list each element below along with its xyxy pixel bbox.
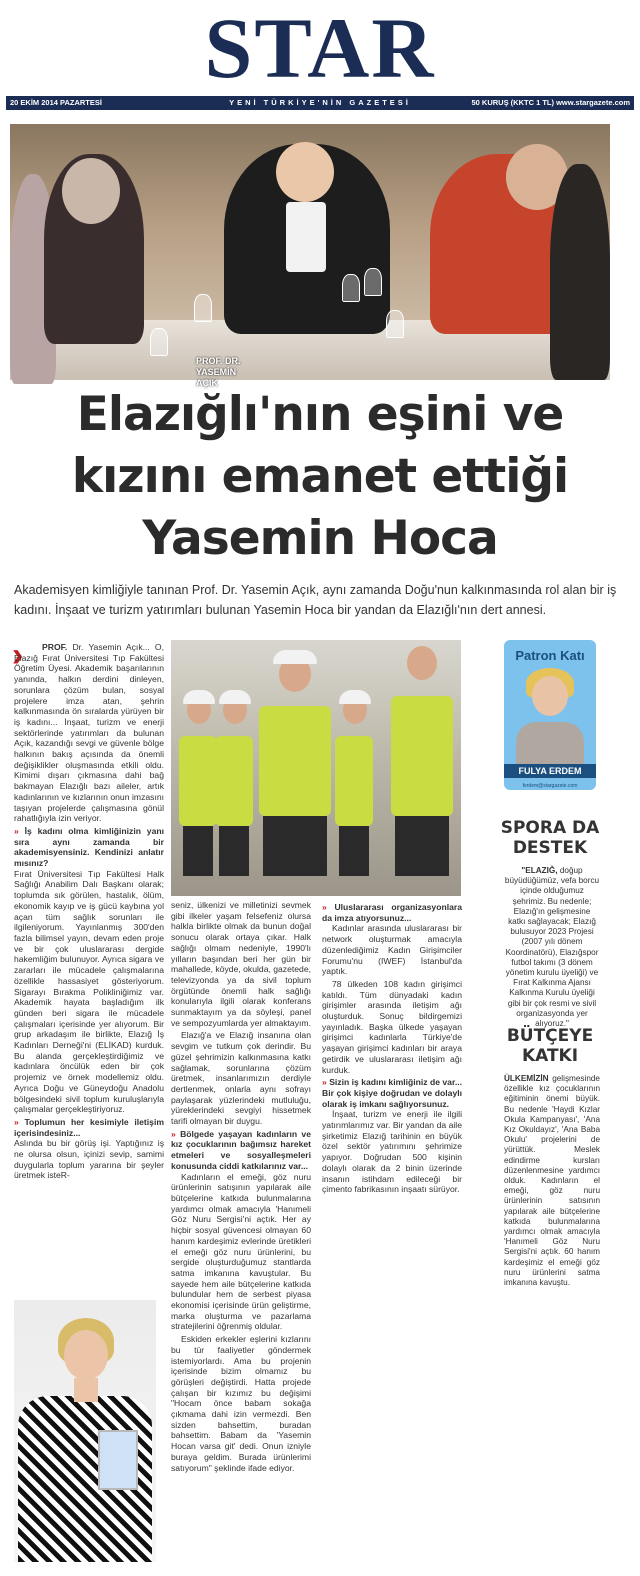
article-headline: Elazığlı'nın eşini ve kızını emanet ettiği Yasemin Hoca (71, 387, 569, 566)
meeting-photo (10, 124, 610, 388)
paragraph: Fırat Üniversitesi Tıp Fakültesi Halk Sağlığı Anabilim Dalı Başkanı olarak; toplumda sık görülen, hastalık, ölüm, ekonomik kayıp ve iş gücü kaybına yol açan tüm sağlık sorunları ile ilgileniyorum. Yayınlanmış 300'den fazla bilimsel yayın, devam eden proje ve bir çok uluslararası dergide hakemliğim bulunuyor. Ayrıca sigara ve zararları ile mücadele çalışmalarına özellikle hassasiyet gösteriyorum. Sigarayı Bırakma Polikliniğimiz var. Akademik hayata başladığım ilk günden beri sigara ile mücadele çalışmaları içerisinde yer alıyorum. Bir grup arkadaşım ile birlikte, Elazığ İş Kadınları Derneği'ni (ELİKAD) kurduk. Bu alanda gerçekleştirdiğimiz ve kadınlara öncülük eden bir çok projemiz ve örnek modellemiz oldu. Ayrıca Doğu ve Güneydoğu Anadolu bölgesindeki sivil toplum kuruluşlarıyla çalışmalar gerçekleştiriyoruz. (14, 868, 164, 1115)
byline-lead: PROF. (42, 642, 68, 652)
caption-line: AÇIK (196, 378, 218, 388)
article-column-3 (322, 900, 462, 1197)
caption-line: PROF. DR. (196, 356, 241, 366)
paragraph: İnşaat, turizm ve enerji ile ilgili yatırımlarımız var. Bir yandan da aile şirketimiz Elazığ tarihinin en büyük özel sektör yatırımını şehrimize yapıyor. Doğrudan 500 kişinin dolaylı olarak da 2 binin üzerinde insanın istihdam edileceği bir çimento fabrikasının inşaatı sürüyor. (322, 1109, 462, 1195)
columnist-body (516, 722, 584, 768)
columnist-email: ferdem@stargazete.com (522, 783, 578, 789)
columnist-face (532, 676, 568, 716)
sidebar-text (504, 1074, 600, 1288)
sidebar-heading: SPORA DA DESTEK (500, 818, 600, 858)
worker-figure (387, 646, 457, 876)
masthead (0, 0, 640, 110)
paragraph: Dr. Yasemin Açık... O, Elazığ Fırat Üniversitesi Tıp Fakültesi Öğretim Üyesi. Akademik başarılarının yanında, halkın derdini dinleyen, sorunlara çözüm bulan, sosyal projelere imza atan, şehrin kalkınmasında ön sıralarda yürüyen bir iş kadını... İnşaat, turizm ve enerji sektörlerinde yatırımları da bulunan Açık, kazandığı sevgi ve güvenle bölge halkının bakış açısında da önemli değişiklikler oluşmasında etkili oldu. Kimimi dışarı çıkmasına dahi bağ bakmayan Elazığlı bazı aileler, artık kadınlarının ve kızlarının onun imzasını taşıyan projelerde çalışmasına gönül rahatlığıyla izin veriyor. (14, 642, 165, 824)
article-column-1 (12, 636, 165, 1183)
center-blouse (286, 202, 326, 272)
article-column-2 (171, 900, 311, 1475)
paragraph: 78 ülkeden 108 kadın girişimci katıldı. Tüm dünyadaki kadın girişimler arasında iletişim ağı oluşturduk. Sonuç bildirgemizi yayınladık. Başka ülkede yaşayan girişimci kadınlarla Türkiye'de yaşayan girişimci kadınları bir araya getirdik ve uluslararası iletişim ağı kurduk. (322, 978, 462, 1075)
interview-question: » Bölgede yaşayan kadınların ve kız çocuklarının bağımsız hareket etmeleri ve sosyalleşmeleri konusunda ciddi katkılarınız var... (171, 1129, 311, 1172)
water-glass (150, 328, 168, 356)
interview-question: » Uluslararası organizasyonlara da imza atıyorsunuz... (322, 902, 462, 923)
sidebar-lead-word: "ELAZIĞ, (521, 866, 558, 875)
worker-figure (255, 656, 335, 876)
portrait-neck (74, 1378, 98, 1402)
price-and-url: 50 KURUŞ (KKTC 1 TL) www.stargazete.com (471, 98, 630, 107)
water-glass (194, 294, 212, 322)
site-visit-photo (171, 640, 461, 896)
water-glass (364, 268, 382, 296)
columnist-name: FULYA ERDEM (504, 764, 596, 778)
headscarf-face (62, 158, 120, 224)
tagline: YENİ TÜRKİYE'NİN GAZETESİ (229, 98, 411, 107)
caption-line: YASEMİN (196, 367, 237, 377)
paragraph: Kadınların el emeği, göz nuru ürünlerinin satışının yapılarak aile bütçelerine katkıda bulunmalarına yardımcı olmak amacıyla 'Hanımeli Göz Nuru Sergisi'ni açtık. Her ay hiçbir sosyal güvencesi olmayan 60 hanım kardeşimiz evlerinde üretikleri el emeği göz nuru ürünlerini, bu sergide oluşturduğumuz stantlarda satma imkanına kavuştular. Bu sayede hem aile bütçelerine katkıda bulundular hem de serbest piyasa ekonomisi içerisinde ürün geliştirme, marka oluşturma ve pazarlama stratejilerini öğrenmiş oldular. (171, 1171, 311, 1332)
portrait-photo (14, 1300, 156, 1562)
center-face (276, 142, 334, 202)
interview-question: » Sizin iş kadını kimliğiniz de var... Bir çok kişiye doğrudan ve dolaylı olarak iş imkanı sağlıyorsunuz. (322, 1077, 462, 1109)
sidebar-lead-word: ÜLKEMİZİN (504, 1074, 549, 1083)
award-plaque (98, 1430, 138, 1490)
portrait-face (64, 1330, 108, 1380)
article-lead: Akademisyen kimliğiyle tanınan Prof. Dr. Yasemin Açık, aynı zamanda Doğu'nun kalkınmasında rol alan bir iş kadını. İnşaat ve turizm yatırımları bulunan Yasemin Hoca bir yandan da Elazığlı'nın dert annesi. (14, 583, 617, 617)
worker-figure (211, 696, 257, 876)
sidebar-text (504, 866, 600, 1029)
water-glass (386, 310, 404, 338)
paragraph: seniz, ülkenizi ve milletinizi sevmek gibi ilkeler yaşam felsefeniz olursa halkla birlikte olmak da bunun doğal sonucu olarak ortaya çıkar. Halk sağlığı olmam nedeniyle, 1990'lı yılların başından beri her gün bir mahallede, köyde, okulda, gazetede, televizyonda ya da sivil toplum örgütünde önemli halk sağlığı konularıyla ilgili olarak konferans sunmaktayım ya da söyleşi, panel ve sempozyumlarda yer almaktayım. (171, 900, 311, 1028)
interview-question: » İş kadını olma kimliğinizin yanı sıra aynı zamanda bir akademisyensiniz. Kendinizi anlatır mısınız? (14, 826, 164, 869)
paragraph: Elazığ'a ve Elazığ insanına olan sevgim ve tutkum çok derindir. Bu güzel şehrimizin kalkınmasına katkı sağlamak, sorunlarına çözüm üretmek, insanlarımızın derdiyle dertlenmek, onlarla aynı sofrayı paylaşarak yüzlerindeki mutluluğu, yüreklerindeki sevgiyi hissetmek tarifi olmayan bir duygu. (171, 1030, 311, 1127)
sidebar-heading: BÜTÇEYE KATKI (506, 1026, 594, 1066)
paragraph: Aslında bu bir görüş işi. Yaptığınız iş ne olursa olsun, içinizi sevip, samimi duygularla toplum yararına bir şeyler üretmek isteR- (14, 1138, 164, 1181)
paragraph: Eskiden erkekler eşlerini kızlarını bu tür faaliyetler göndermek istemiyorlardı. Ama bu projenin içerisinde bizim olmamız bu görüşleri değiştirdi. Hatta projede çalışan bir kızımız bu değişimi "Hocam önce babam sokağa çıkmama dahi izin vermezdi. Ben sizden bahsettim, buradan bahsettim. Babam da 'Yasemin Hocan varsa git' dedi. Onun izniyle buraya geldim. Burada ürünlerimi satıyorum" şeklinde ifade ediyor. (171, 1334, 311, 1473)
dateline-bar (6, 96, 634, 110)
paragraph: doğup büyüdüğümüz, vefa borcu içinde olduğumuz şehrimiz. Bu nedenle; Elazığ'ın gelişmesine katkı sağlayacak; Elazığ bulusuyor 2023 Projesi (2007 yılı dönem Koordinatörü), Elazığspor futbol takımı (3 dönem yönetim kurulu üyeliği) ve Fırat Kalkınma Ajansı Kalkınma Kurulu üyeliği gibi bir çok resmi ve sivil organizasyonda yer alıyoruz." (504, 866, 600, 1029)
interview-question: » Toplumun her kesimiyle iletişim içerisindesiniz... (14, 1117, 164, 1138)
issue-date: 20 EKİM 2014 PAZARTESİ (10, 98, 102, 107)
paragraph: gelişmesinde özellikle kız çocuklarının eğitiminin önemi büyük. Bu nedenle 'Haydi Kızlar Okula Kampanyası', 'Ana Kız Okuldayız', 'Ana Baba Okulu' projelerini de yürüttük. Meslek edindirme kursları düzenlenmesine yardımcı olduk. Kadınların el emeği, göz nuru ürünlerinin satısının yapılarak aile bütçelerine katkıda bulunmalarına yardımcı olmak amacıyla 'Hanımeli Göz Nuru Sergisi'ni açtık. 60 hanım kardeşimiz el emeği göz nuru ürünlerini satma imkanına kavuştu. (504, 1074, 600, 1288)
columnist-box (504, 640, 596, 790)
column-title: Patron Katı (515, 648, 585, 663)
person-right-edge (550, 164, 610, 380)
red-chevron-icon: › (12, 636, 24, 674)
paragraph: Kadınlar arasında uluslararası bir network oluşturmak amacıyla düzenlediğimiz Kadın Girişimciler Forumu'nu (IWEF) İstanbul'da yaptık. (322, 923, 462, 977)
newspaper-logo: STAR (204, 0, 436, 96)
water-glass (342, 274, 360, 302)
worker-figure (331, 696, 377, 876)
